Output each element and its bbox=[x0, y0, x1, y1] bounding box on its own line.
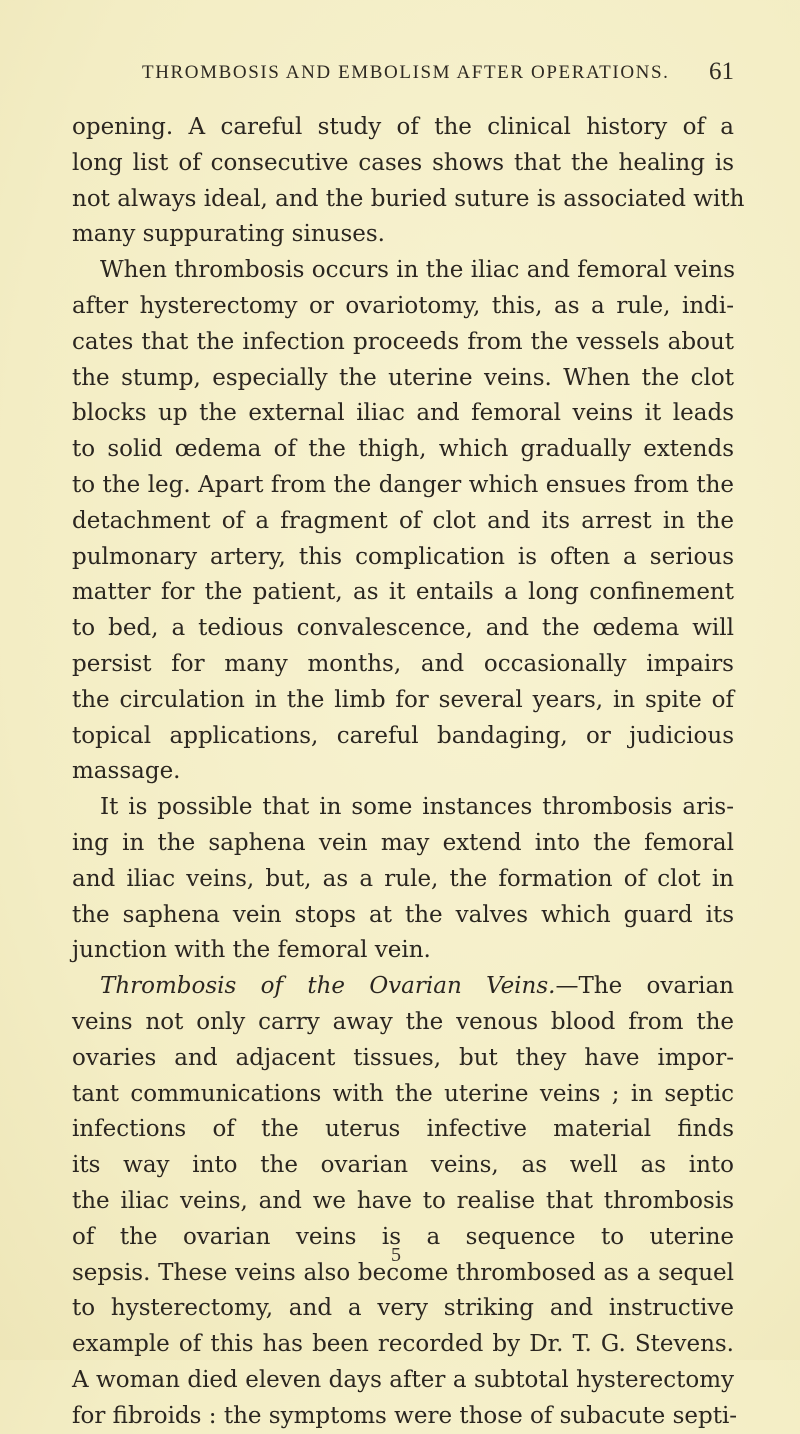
text-line: infections of the uterus infective material finds bbox=[72, 1116, 734, 1143]
text-line: persist for many months, and occasionally impairs bbox=[72, 650, 734, 677]
text-line: the stump, especially the uterine veins. When the clot bbox=[72, 364, 734, 391]
text-line: for fibroids : the symptoms were those of subacute septi- bbox=[72, 1402, 738, 1429]
text-line: not always ideal, and the buried suture is associated with bbox=[72, 185, 745, 212]
text-line: ovaries and adjacent tissues, but they have impor- bbox=[72, 1044, 734, 1071]
text-line: the saphena vein stops at the valves which guard its bbox=[72, 901, 734, 928]
text-line: cates that the infection proceeds from the vessels about bbox=[72, 328, 734, 355]
text-line-rest: —The ovarian bbox=[555, 973, 734, 1000]
section-heading: Thrombosis of the Ovarian Veins. bbox=[100, 973, 556, 1000]
text-line: its way into the ovarian veins, as well as into bbox=[72, 1152, 734, 1179]
text-line: pulmonary artery, this complication is often a serious bbox=[72, 543, 734, 570]
text-line: blocks up the external iliac and femoral veins it leads bbox=[72, 400, 734, 427]
text-line: and iliac veins, but, as a rule, the formation of clot in bbox=[72, 865, 734, 892]
page-number: 61 bbox=[709, 58, 734, 85]
body-text bbox=[72, 110, 745, 1434]
text-line: the iliac veins, and we have to realise that thrombosis bbox=[72, 1187, 734, 1214]
text-line: ing in the saphena vein may extend into the femoral bbox=[72, 829, 734, 856]
text-line: long list of consecutive cases shows that the healing is bbox=[72, 149, 734, 176]
text-line bbox=[72, 969, 734, 1005]
text-line: A woman died eleven days after a subtotal hysterectomy bbox=[72, 1366, 734, 1393]
text-line: opening. A careful study of the clinical history of a bbox=[72, 114, 734, 140]
text-line: of the ovarian veins is a sequence to uterine bbox=[72, 1223, 734, 1250]
text-line: tant communications with the uterine veins ; in septic bbox=[72, 1080, 734, 1107]
text-line: detachment of a fragment of clot and its arrest in the bbox=[72, 507, 734, 534]
text-line: to solid œdema of the thigh, which gradually extends bbox=[72, 436, 734, 463]
text-line: after hysterectomy or ovariotomy, this, as a rule, indi- bbox=[72, 292, 734, 319]
text-line: When thrombosis occurs in the iliac and femoral veins bbox=[100, 257, 735, 284]
text-line: matter for the patient, as it entails a long confinement bbox=[72, 579, 734, 606]
text-line: sepsis. These veins also become thrombosed as a sequel bbox=[72, 1259, 734, 1286]
text-line: to hysterectomy, and a very striking and instructive bbox=[72, 1295, 734, 1322]
text-line: example of this has been recorded by Dr. T. G. Stevens. bbox=[72, 1331, 734, 1358]
running-head bbox=[72, 58, 734, 88]
text-line: veins not only carry away the venous blood from the bbox=[72, 1008, 734, 1035]
text-line: junction with the femoral vein. bbox=[72, 937, 431, 964]
text-line: to the leg. Apart from the danger which ensues from the bbox=[72, 471, 734, 498]
signature-mark: 5 bbox=[391, 1244, 401, 1266]
running-title: THROMBOSIS AND EMBOLISM AFTER OPERATIONS. bbox=[142, 62, 670, 83]
text-line: It is possible that in some instances thrombosis aris- bbox=[100, 794, 734, 821]
text-line: massage. bbox=[72, 758, 181, 785]
text-line: many suppurating sinuses. bbox=[72, 221, 385, 248]
text-line: topical applications, careful bandaging, or judicious bbox=[72, 722, 734, 749]
text-line: to bed, a tedious convalescence, and the œdema will bbox=[72, 615, 734, 642]
text-line: the circulation in the limb for several years, in spite of bbox=[72, 686, 734, 713]
